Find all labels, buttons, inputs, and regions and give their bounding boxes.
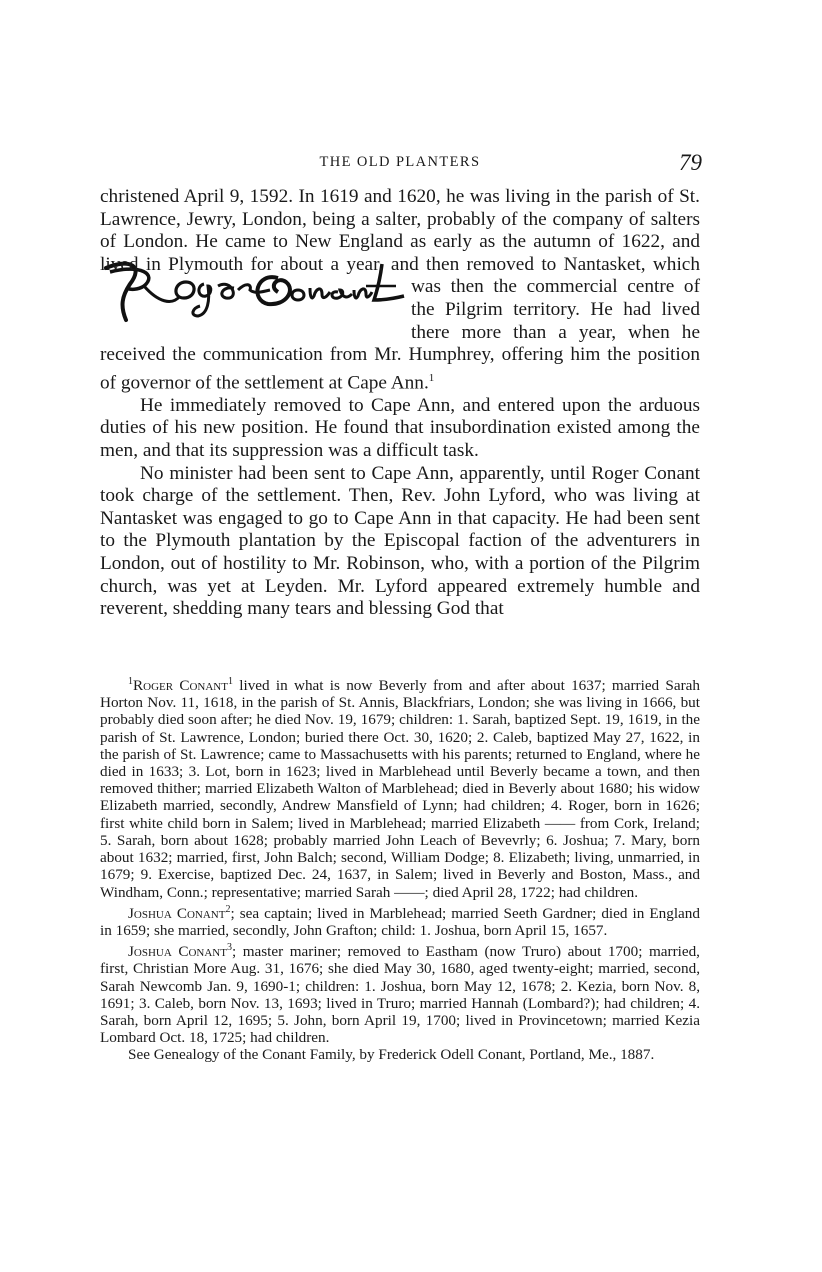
paragraph-3: No minister had been sent to Cape Ann, apparently, until Roger Conant took charge of the settlement. Then, Rev. John Lyford, who was living at Nantasket was engaged to go to Cape Ann in that capacity. He had been sent to the Plymouth plantation by the Episcopal faction of the adventurers in London, out of hostility to Mr. Robinson, who, with a portion of the Pilgrim church, was yet at Leyden. Mr. Lyford appeared extremely humble and reverent, shedding many tears and blessing God that [100, 462, 700, 620]
footnote-1 [100, 673, 700, 901]
footnotes [100, 673, 700, 1064]
page-number: 79 [679, 150, 702, 175]
footnote-4: See Genealogy of the Conant Family, by Frederick Odell Conant, Portland, Me., 1887. [128, 1046, 655, 1064]
paragraph-1 [100, 186, 700, 395]
footnote-3-name: Joshua Conant [128, 943, 227, 961]
footnote-1-name-sup: 1 [227, 676, 233, 687]
footnote-2 [100, 901, 700, 939]
footnote-3-text: ; master mariner; removed to Eastham (now Truro) about 1700; married, first, Christian More Aug. 31, 1676; she died May 30, 1680, aged twenty-eight; married, second, Sarah Newcomb Jan. 9, 1690-1; children: 1. Joshua, born May 12, 1678; 2. Kezia, born Nov. 8, 1691; 3. Caleb, born Nov. 13, 1693; lived in Truro; married Hannah (Lombard?); had children; 4. Sarah, born April 12, 1695; 5. John, born April 19, 1700; lived in Provincetown; married Kezia Lombard Oct. 18, 1725; had children. [100, 943, 700, 1047]
footnote-1-text: lived in what is now Beverly from and after about 1637; married Sarah Horton Nov. 11, 1618, in the parish of St. Annis, Blackfriars, London; she was living in 1666, but probably died soon after; he died Nov. 19, 1679; children: 1. Sarah, baptized Sept. 19, 1619, in the parish of St. Lawrence, London; buried there Oct. 30, 1620; 2. Caleb, baptized May 27, 1622, in the parish of St. Lawrence; came to Massachusetts with his parents; returned to England, where he died in 1633; 3. Lot, born in 1623; lived in Marblehead until Beverly became a town, and then removed thither; married Elizabeth Walton of Marblehead; died in Beverly about 1680; his widow Elizabeth married, secondly, Andrew Mansfield of Lynn; had children; 4. Roger, born in 1626; first white child born in Salem; lived in Marblehead; married Elizabeth —— from Cork, Ireland; 5. Sarah, born about 1628; probably married John Leach of Bevevrly; 6. Joshua; 7. Mary, born about 1632; married, first, John Balch; second, William Dodge; 8. Elizabeth; living, unmarried, in 1679; 9. Exercise, baptized Dec. 24, 1637, in Salem; lived in Beverly and Boston, Mass., and Windham, Conn.; representative; married Sarah ——; died April 28, 1722; had children. [100, 677, 701, 901]
paragraph-2: He immediately removed to Cape Ann, and entered upon the arduous duties of his new position. He found that insubordination existed among the men, and that its suppression was a difficult task. [100, 394, 700, 461]
paragraph-1-continuation: a year, and then removed to Nantasket, which was then the commercial centre of the Pilgrim territory. He had lived there more than a year, when he received the communication from Mr. Humphrey, offering him the position of governor of the settlement at Cape Ann. [100, 253, 700, 394]
footnote-1-name: Roger Conant [133, 677, 228, 695]
footnote-1-mark: 1 [128, 676, 133, 687]
footnote-2-name-sup: 2 [225, 903, 231, 915]
footnote-2-text: ; sea captain; lived in Marblehead; married Seeth Gardner; died in England in 1659; she married, secondly, John Grafton; child: 1. Joshua, born April 15, 1657. [100, 904, 700, 939]
footnote-3 [100, 939, 700, 1046]
main-text [100, 186, 700, 621]
footnote-ref-1: 1 [428, 371, 435, 384]
running-title: THE OLD PLANTERS [319, 154, 481, 170]
footnote-3-name-sup: 3 [226, 942, 232, 954]
footnote-2-name: Joshua Conant [128, 904, 226, 922]
paragraph-1-opening: christened April 9, 1592. In 1619 and 1620, he was living in the parish of St. Lawrence, Jewry, London, being a salter, probably of the company of salters of London. He came to New England as early as the autumn of 1622, and lived in Plymouth for about [100, 186, 700, 275]
running-head [100, 150, 700, 180]
